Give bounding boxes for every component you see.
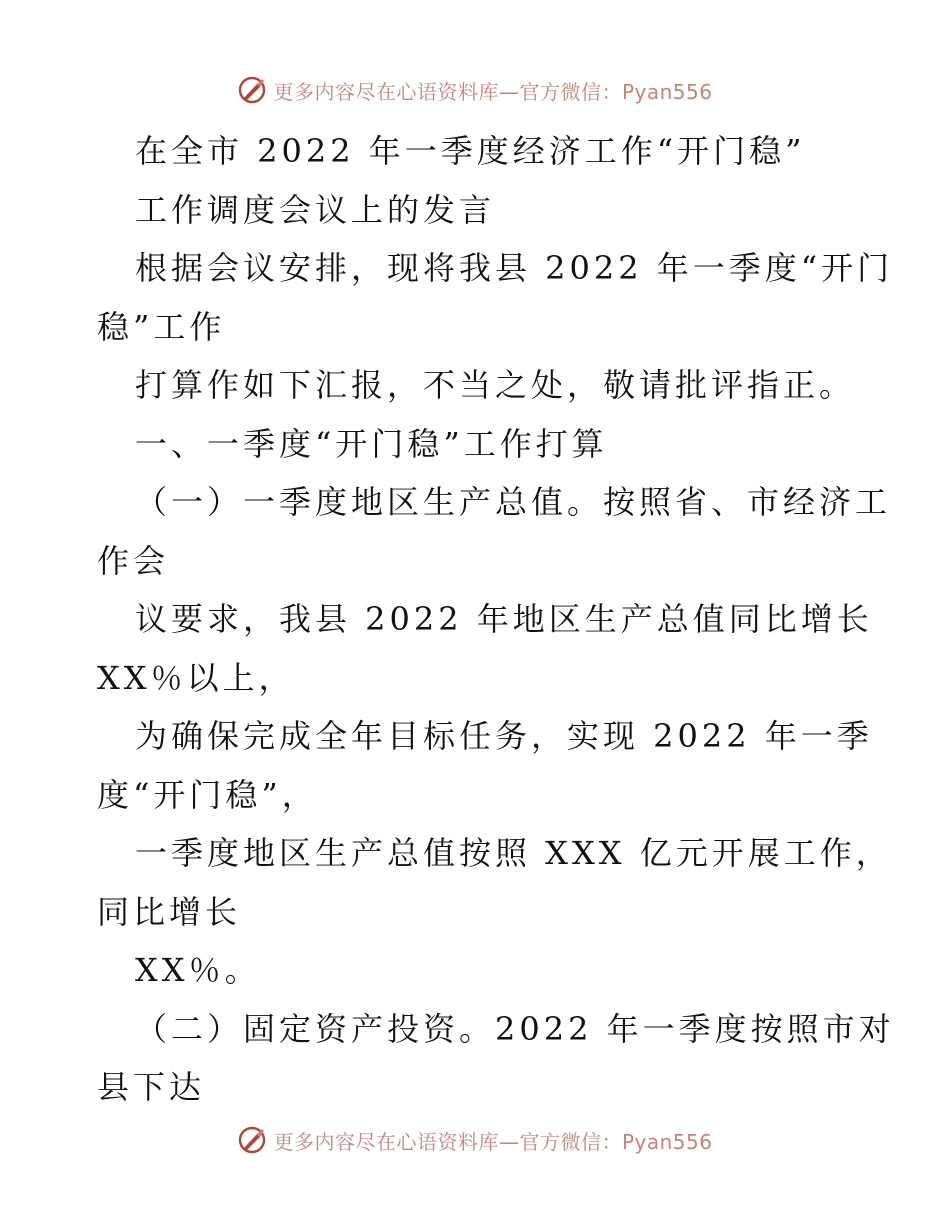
paragraph-line: 度“开门稳”， (97, 775, 318, 814)
paragraph-line: 县下达 (97, 1068, 206, 1106)
paragraph-line: 打算作如下汇报，不当之处，敬请批评指正。 (135, 366, 856, 404)
paragraph-line: 一季度地区生产总值按照 XXX 亿元开展工作， (135, 834, 892, 872)
header-banner (0, 70, 950, 110)
paragraph-line: XX％。 (135, 951, 261, 989)
pen-logo-icon (237, 1125, 267, 1155)
paragraph-line: 同比增长 (97, 892, 242, 931)
paragraph-line: （一）一季度地区生产总值。按照省、市经济工 (135, 483, 892, 521)
title-line-1: 在全市 2022 年一季度经济工作“开门稳” (135, 132, 806, 170)
footer-banner (0, 1120, 950, 1160)
title-line-2: 工作调度会议上的发言 (135, 190, 496, 229)
document-body (97, 122, 895, 1117)
paragraph-line: （二）固定资产投资。2022 年一季度按照市对 (135, 1009, 895, 1048)
paragraph-line: 稳”工作 (97, 307, 226, 346)
section-heading: 一、一季度“开门稳”工作打算 (135, 424, 608, 463)
paragraph-line: XX％以上， (97, 658, 295, 697)
paragraph-line: 根据会议安排，现将我县 2022 年一季度“开门 (135, 249, 894, 287)
pen-logo-icon (237, 75, 267, 105)
paragraph-line: 作会 (97, 541, 170, 580)
header-banner-text: 更多内容尽在心语资料库—官方微信：Pyan556 (273, 79, 713, 104)
footer-banner-text: 更多内容尽在心语资料库—官方微信：Pyan556 (273, 1129, 713, 1154)
paragraph-line: 议要求，我县 2022 年地区生产总值同比增长 (135, 600, 873, 638)
paragraph-line: 为确保完成全年目标任务，实现 2022 年一季 (135, 717, 873, 755)
